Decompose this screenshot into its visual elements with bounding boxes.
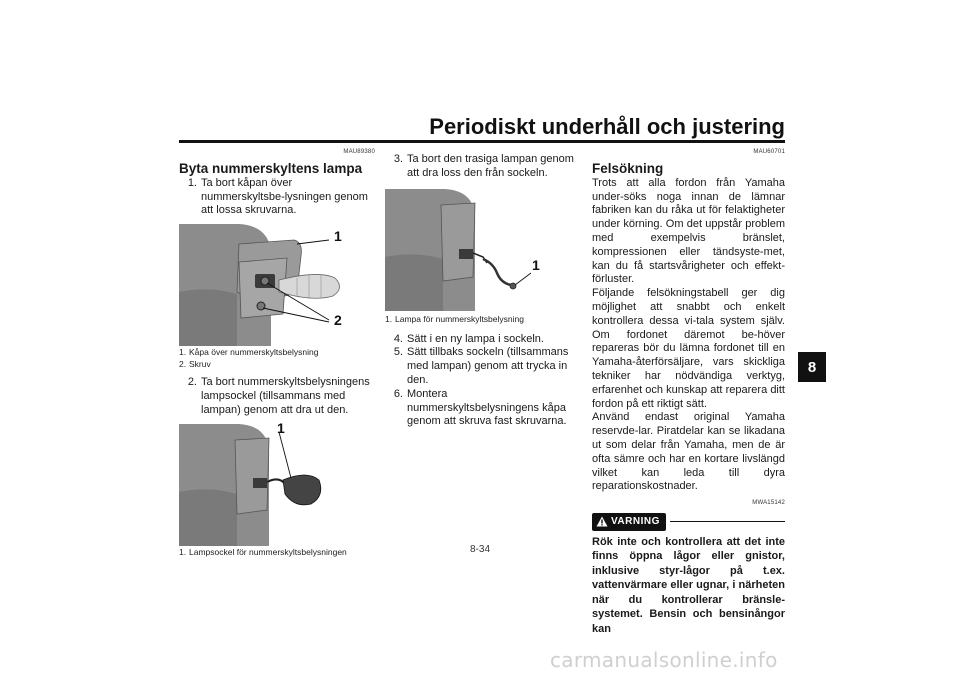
- caption-text: Skruv: [189, 359, 211, 370]
- section-heading: Felsökning: [592, 160, 664, 176]
- step-text: Ta bort den trasiga lampan genom att dra loss den från sockeln.: [407, 153, 574, 179]
- illustration-lamp-socket: [179, 419, 375, 546]
- warning-text: Rök inte och kontrollera att det inte finns öppna lågor eller gnistor, inklusive styr-lågor på t.ex. vattenvärmare eller ugnar, i närheten när du kontrollerar bränsle-systemet. Bensin och bensinångor kan: [592, 535, 785, 635]
- step-text: Ta bort kåpan över nummerskyltsbe-lysningen genom att lossa skruvarna.: [201, 176, 368, 217]
- caption-text: Lampa för nummerskyltsbelysning: [395, 313, 524, 324]
- chapter-tab: 8: [798, 352, 826, 382]
- right-column: [592, 146, 785, 636]
- section-code: MAU60701: [753, 149, 785, 155]
- warning-triangle-icon: [596, 516, 608, 527]
- caption-number: 1.: [179, 546, 187, 557]
- figure-lamp: [385, 187, 579, 311]
- header-rule: [179, 140, 785, 143]
- figure-lamp-socket: [179, 419, 375, 546]
- paragraph: Följande felsökningstabell ger dig möjlighet att snabbt och enkelt kontrollera dessa vi-tala system själv. Om fordonet däremot be-höver repareras bör du lämna fordonet till en Yamaha-återförsäljare, vars skickliga tekniker har nödvändiga verktyg, erfarenhet och kunskap att reparera ditt fordon på ett riktigt sätt.: [592, 287, 785, 410]
- caption-text: Lampsockel för nummerskyltsbelysningen: [189, 546, 347, 557]
- step-5: [385, 346, 579, 387]
- callout-2: 2: [334, 312, 342, 329]
- watermark: carmanualsonline.info: [550, 648, 778, 672]
- step-number: 5.: [393, 346, 403, 359]
- middle-column: [385, 153, 579, 429]
- step-number: 1.: [187, 176, 197, 189]
- step-number: 6.: [393, 387, 403, 400]
- caption-text: Kåpa över nummerskyltsbelysning: [189, 347, 319, 358]
- step-3: [385, 153, 579, 181]
- callout-1: 1: [277, 419, 285, 436]
- figure-caption: [385, 313, 579, 325]
- figure-cover-screws: [179, 222, 375, 346]
- section-code: MAU89380: [343, 149, 375, 155]
- step-6: [385, 388, 579, 429]
- figure-caption: [179, 358, 375, 370]
- step-number: 3.: [393, 153, 403, 165]
- figure-caption: [179, 546, 375, 558]
- illustration-cover-screws: [179, 222, 375, 346]
- caption-number: 1.: [179, 347, 187, 358]
- warning-badge: [592, 513, 666, 531]
- left-column: [179, 146, 375, 558]
- page-number: 8-34: [470, 544, 491, 555]
- figure-caption: [179, 346, 375, 358]
- step-text: Sätt tillbaks sockeln (tillsammans med lampan) genom att trycka in den.: [407, 346, 569, 386]
- step-text: Ta bort nummerskyltsbelysningens lampsockel (tillsammans med lampan) genom att dra ut den.: [201, 376, 370, 416]
- step-number: 2.: [187, 376, 197, 389]
- callout-1: 1: [334, 228, 342, 245]
- step-number: 4.: [393, 332, 403, 345]
- caption-number: 2.: [179, 359, 187, 370]
- page-header-title: Periodiskt underhåll och justering: [429, 114, 785, 139]
- paragraph: Använd endast original Yamaha reservde-lar. Piratdelar kan se likadana ut som delar från Yamaha, men de är ofta sämre och har en kortare livslängd vilket kan leda till dyra reparationskostnader.: [592, 411, 785, 493]
- warning-header: [592, 513, 785, 531]
- step-text: Montera nummerskyltsbelysningens kåpa genom att skruva fast skruvarna.: [407, 387, 567, 428]
- warning-label: VARNING: [611, 515, 660, 527]
- caption-number: 1.: [385, 313, 393, 324]
- step-2: [179, 376, 375, 417]
- callout-1: 1: [532, 256, 540, 273]
- warning-code: MWA15142: [752, 500, 785, 507]
- section-heading: Byta nummerskyltens lampa: [179, 160, 363, 176]
- warning-rule: [670, 521, 785, 522]
- step-4: [385, 333, 579, 347]
- illustration-lamp: [385, 187, 579, 311]
- paragraph: Trots att alla fordon från Yamaha under-söks noga innan de lämnar fabriken kan du råka ut för felaktigheter under körning. Om det uppstår problem med exempelvis bränslet, kompressionen eller tändsyste-met, kan du få startsvårigheter och effekt-förluster.: [592, 176, 785, 286]
- step-text: Sätt i en ny lampa i sockeln.: [407, 332, 544, 345]
- step-1: [179, 177, 375, 218]
